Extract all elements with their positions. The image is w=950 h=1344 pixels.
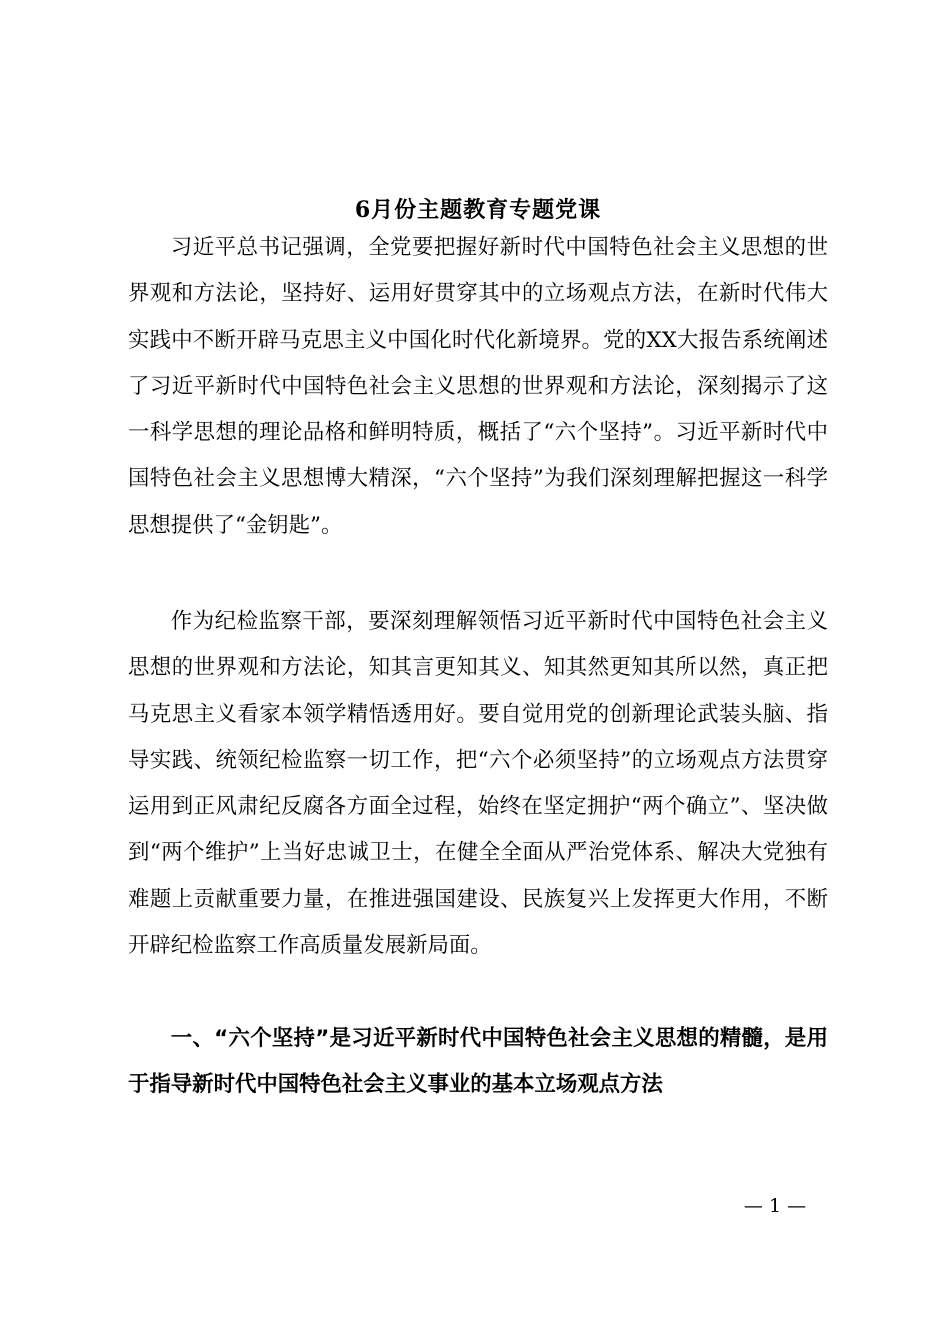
body-paragraph-2: 作为纪检监察干部，要深刻理解领悟习近平新时代中国特色社会主义思想的世界观和方法论，知其言更知其义、知其然更知其所以然，真正把马克思主义看家本领学精悟透用好。要自觉用党的创新理论武装头脑、指导实践、统领纪检监察一切工作，把“六个必须坚持”的立场观点方法贯穿运用到正风肃纪反腐各方面全过程，始终在坚定拥护“两个确立”、坚决做到“两个维护”上当好忠诚卫士，在健全全面从严治党体系、解决大党独有难题上贡献重要力量，在推进强国建设、民族复兴上发挥更大作用，不断开辟纪检监察工作高质量发展新局面。 [128,609,828,959]
page-number: — 1 — [743,1195,807,1217]
page-title: 6月份主题教育专题党课 [354,197,602,223]
body-paragraph-1: 习近平总书记强调，全党要把握好新时代中国特色社会主义思想的世界观和方法论，坚持好、运用好贯穿其中的立场观点方法，在新时代伟大实践中不断开辟马克思主义中国化时代化新境界。党的XX大报告系统阐述了习近平新时代中国特色社会主义思想的世界观和方法论，深刻揭示了这一科学思想的理论品格和鲜明特质，概括了“六个坚持”。习近平新时代中国特色社会主义思想博大精深，“六个坚持”为我们深刻理解把握这一科学思想提供了“金钥匙”。 [128,235,828,538]
section-heading: 一、“六个坚持”是习近平新时代中国特色社会主义思想的精髓，是用于指导新时代中国特色社会主义事业的基本立场观点方法 [128,1026,828,1098]
